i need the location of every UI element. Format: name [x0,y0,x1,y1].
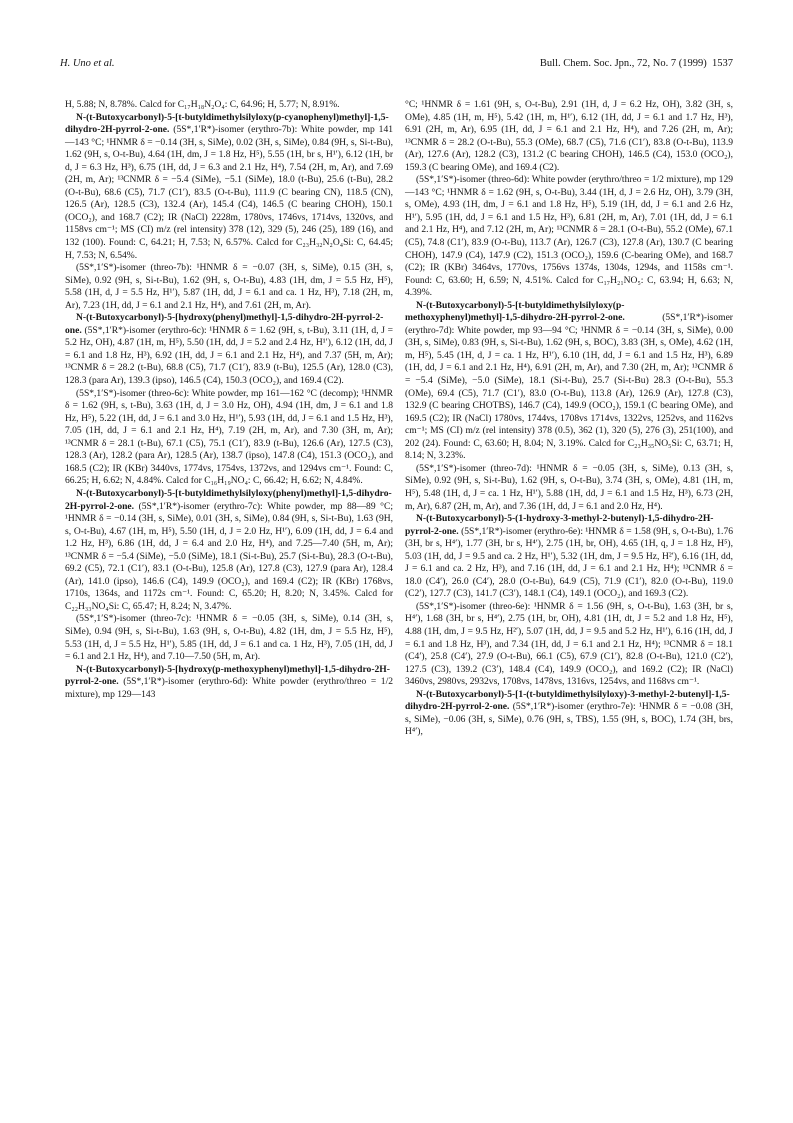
paragraph [65,488,393,613]
paragraph-text: (5S*,1′R*)-isomer (erythro-7c): White powder, mp 88—89 °C; ¹HNMR δ = −0.14 (3H, s, SiMe), 0.01 (3H, s, SiMe), 0.84 (9H, s, Si-t-Bu), 1.63 (9H, s, O-t-Bu), 4.67 (1H, m, H⁵), 5.50 (1H, d, J = 2.0 Hz, H¹′), 6.09 (1H, dd, J = 6.4 and 1.2 Hz, H³), 6.86 (1H, dd, J = 6.4 and 2.0 Hz, H⁴), and 7.25—7.40 (5H, m, Ar); ¹³CNMR δ = −5.4 (SiMe), −5.0 (SiMe), 18.1 (Si-t-Bu), 25.7 (Si-t-Bu), 28.3 (O-t-Bu), 69.2 (C5), 72.1 (C1′), 83.1 (O-t-Bu), 125.8 (Ar), 127.8 (C3), 127.9 (para Ar), 128.4 (Ar), 141.0 (ipso), 146.6 (C4), 149.9 (OCO₂), and 169.4 (C2); IR (KBr) 1768vs, 1710s, 1364s, and 1172s cm⁻¹. Found: C, 65.20; H, 8.20; N, 3.45%. Calcd for C₂₂H₃₃NO₄Si: C, 65.47; H, 8.24; N, 3.47%. [65,500,394,612]
compound-title: N-(t-Butoxycarbonyl)-5-[hydroxy(phenyl)methyl]-1,5-dihydro-2H-pyrrol-2-one. [65,312,384,336]
paragraph-text: (5S*,1′R*)-isomer (erythro-7e): ¹HNMR δ = −0.08 (3H, s, SiMe), −0.06 (3H, s, SiMe), 0.76 (9H, s, TBS), 1.55 (9H, s, BOC), 1.74 (3H, brs, H⁴′), [405,701,734,738]
paragraph [405,463,733,513]
compound-title: N-(t-Butoxycarbonyl)-5-(1-hydroxy-3-methyl-2-butenyl)-1,5-dihydro-2H-pyrrol-2-one. [405,513,714,537]
paragraph-text: (5S*,1′S*)-isomer (threo-6c): White powder, mp 161—162 °C (decomp); ¹HNMR δ = 1.62 (9H, s, t-Bu), 3.63 (1H, d, J = 3.0 Hz, OH), 4.94 (1H, dm, J = 6.1 and 1.8 Hz, H⁵), 5.22 (1H, dd, J = 6.1 and 3.0 Hz, H¹′), 5.93 (1H, dd, J = 6.1 and 1.5 Hz, H³), 7.05 (1H, dd, J = 6.1 and 2.1 Hz, H⁴), 7.19 (2H, m, Ar), and 7.30 (3H, m, Ar); ¹³CNMR δ = 28.1 (t-Bu), 67.1 (C5), 75.1 (C1′), 83.9 (t-Bu), 126.6 (Ar), 127.5 (C3), 128.3 (Ar), 128.2 (para Ar), 128.5 (Ar), 138.7 (ipso), 147.8 (C4), 151.3 (OCO₂), and 168.5 (C2); IR (KBr) 3440vs, 1774vs, 1754vs, 1372vs, and 1294vs cm⁻¹. Found: C, 66.25; H, 6.62; N, 4.84%. Calcd for C₁₆H₁₉NO₄: C, 66.42; H, 6.62; N, 4.84%. [65,387,393,487]
paragraph [405,174,733,299]
page-number: 1537 [712,58,733,69]
paragraph-text: (5S*,1′S*)-isomer (threo-6d): White powder (erythro/threo = 1/2 mixture), mp 129—143 °C; ¹HNMR δ = 1.62 (9H, s, O-t-Bu), 3.44 (1H, d, J = 2.6 Hz, OH), 3.79 (3H, s, OMe), 4.93 (1H, dm, J = 6.1 and 1.8 Hz, H⁵), 5.19 (1H, dd, J = 6.1 and 2.6 Hz, H¹′), 5.95 (1H, dd, J = 6.1 and 1.5 Hz, H³), 6.81 (2H, m, Ar), 7.01 (1H, dd, J = 6.1 and 2.1 Hz, H⁴), and 7.12 (2H, m, Ar); ¹³CNMR δ = 28.1 (O-t-Bu), 55.2 (OMe), 67.1 (C5), 74.8 (C1′), 83.9 (O-t-Bu), 113.7 (Ar), 126.7 (C3), 127.8 (Ar), 130.7 (C bearing CHOH), 147.9 (C4), 147.9 (C2), 151.3 (OCO₂), 159.6 (C-bearing OMe), and 168.7 (C2); IR (KBr) 3464vs, 1770vs, 1756vs 1374s, 1304s, 1294s, and 1158s cm⁻¹. Found: C, 63.60; H, 6.59; N, 4.51%. Calcd for C₁₇H₂₁NO₅: C, 63.94; H, 6.63; N, 4.39%. [405,174,733,299]
running-header-authors: H. Uno et al. [60,58,115,69]
compound-title: N-(t-Butoxycarbonyl)-5-[1-(t-butyldimethylsilyloxy)-3-methyl-2-butenyl]-1,5-dihydro-2H-pyrrol-2-one. [405,688,730,713]
paragraph [65,388,393,488]
paragraph-text: (5S*,1′R*)-isomer (erythro-6e): ¹HNMR δ = 1.58 (9H, s, O-t-Bu), 1.76 (3H, br s, H⁴′), 1.77 (3H, br s, H⁴′), 2.75 (1H, br, OH), 4.65 (1H, q, J = 1.8 Hz, H⁵), 5.03 (1H, dd, J = 9.5 and ca. 2 Hz, H¹′), 5.32 (1H, dm, J = 9.5 Hz, H²′), 6.16 (1H, dd, J = 6.1 and ca. 2 Hz, H³), and 7.16 (1H, dd, J = 6.1 and 2.1 Hz, H⁴); ¹³CNMR δ = 18.0 (C4′), 26.0 (C4′), 28.0 (O-t-Bu), 64.9 (C5), 71.9 (C1′), 82.0 (O-t-Bu), 119.0 (C2′), 127.7 (C3), 141.7 (C3′), 148.1 (C4), 149.1 (OCO₂), and 169.3 (C2). [405,525,733,600]
paragraph-text: (5S*,1′S*)-isomer (threo-7b): ¹HNMR δ = −0.07 (3H, s, SiMe), 0.15 (3H, s, SiMe), 0.92 (9H, s, Si-t-Bu), 1.62 (9H, s, O-t-Bu), 4.83 (1H, dm, J = 5.5 Hz, H⁵), 5.58 (1H, d, J = 5.5 Hz, H¹′), 5.87 (1H, dd, J = 6.1 and ca. 1 Hz, H³), 7.18 (2H, m, Ar), 7.23 (1H, dd, J = 6.1 and 2.1 Hz, H⁴), and 7.61 (2H, m, Ar). [65,262,393,311]
paragraph-text: (5S*,1′R*)-isomer (erythro-7b): White powder, mp 141—143 °C; ¹HNMR δ = −0.14 (3H, s, SiMe), 0.02 (3H, s, SiMe), 0.84 (9H, s, Si-t-Bu), 1.62 (9H, s, O-t-Bu), 4.64 (1H, dm, J = 1.8 Hz, H⁵), 5.55 (1H, br s, H¹′), 6.12 (1H, br d, J = 6.3 Hz, H³), 6.75 (1H, dd, J = 6.3 and 2.1 Hz, H⁴), 7.54 (2H, m, Ar), and 7.69 (2H, m, Ar); ¹³CNMR δ = −5.4 (SiMe), −5.1 (SiMe), 18.0 (t-Bu), 25.6 (t-Bu), 28.2 (O-t-Bu), 68.6 (C5), 71.7 (C1′), 83.5 (O-t-Bu), 111.9 (C bearing CN), 118.5 (CN), 126.5 (Ar), 128.5 (C3), 132.4 (Ar), 145.4 (C4), 146.5 (C bearing CHOH), 150.1 (OCO₂), and 168.7 (C2); IR (NaCl) 2228m, 1780vs, 1746vs, 1714vs, 1320vs, and 1158vs cm⁻¹; MS (CI) m/z (rel intensity) 378 (12), 329 (5), 246 (25), 189 (16), and 132 (100). Found: C, 64.21; H, 7.53; N, 6.57%. Calcd for C₂₃H₃₂N₂O₄Si: C, 64.45; H, 7.53; N, 6.54%. [65,124,393,261]
paragraph [405,300,733,463]
paragraph [65,112,393,263]
compound-title: N-(t-Butoxycarbonyl)-5-[hydroxy(p-methoxyphenyl)methyl]-1,5-dihydro-2H-pyrrol-2-one. [65,663,390,688]
paragraph [405,689,733,739]
running-header-journal [540,58,733,69]
paragraph [405,99,733,174]
paragraph-text: H, 5.88; N, 8.78%. Calcd for C₁₇H₁₈N₂O₄: C, 64.96; H, 5.77; N, 8.91%. [65,99,340,110]
paragraph-text: °C; ¹HNMR δ = 1.61 (9H, s, O-t-Bu), 2.91 (1H, d, J = 6.2 Hz, OH), 3.82 (3H, s, OMe), 4.85 (1H, m, H⁵), 5.42 (1H, m, H¹′), 6.12 (1H, dd, J = 6.1 and 1.7 Hz, H³), 6.91 (2H, m, Ar), 6.95 (1H, dd, J = 6.1 and 2.1 Hz, H⁴), and 7.26 (2H, m, Ar); ¹³CNMR δ = 28.2 (O-t-Bu), 55.3 (OMe), 68.7 (C5), 71.6 (C1′), 83.8 (O-t-Bu), 113.9 (Ar), 127.6 (Ar), 128.2 (C3), 131.2 (C bearing CHOH), 146.5 (C4), 153.0 (OCO₂), 159.3 (C bearing OMe), and 169.4 (C2). [405,99,733,173]
paragraph [65,99,393,112]
paragraph [65,613,393,663]
paragraph [405,513,733,601]
paragraph [65,262,393,312]
paragraph-text: (5S*,1′R*)-isomer (erythro-6c): ¹HNMR δ = 1.62 (9H, s, t-Bu), 3.11 (1H, d, J = 5.2 Hz, OH), 4.87 (1H, m, H⁵), 5.50 (1H, dd, J = 5.2 and 2.4 Hz, H¹′), 6.12 (1H, dd, J = 6.1 and 1.8 Hz, H³), 6.92 (1H, dd, J = 6.1 and 2.1 Hz, H⁴), and 7.37 (5H, m, Ar); ¹³CNMR δ = 28.2 (t-Bu), 68.8 (C5), 71.7 (C1′), 83.9 (t-Bu), 125.5 (Ar), 128.0 (C3), 128.3 (para Ar), 139.3 (ipso), 146.5 (C4), 150.3 (OCO₂), and 169.4 (C2). [65,324,393,387]
paragraph [405,601,733,689]
paragraph-text: (5S*,1′S*)-isomer (threo-7c): ¹HNMR δ = −0.05 (3H, s, SiMe), 0.14 (3H, s, SiMe), 0.94 (9H, s, Si-t-Bu), 1.63 (9H, s, O-t-Bu), 4.82 (1H, dm, J = 5.5 Hz, H⁵), 5.53 (1H, d, J = 5.5 Hz, H¹′), 5.85 (1H, dd, J = 6.1 and ca. 1 Hz, H³), 7.05 (1H, dd, J = 6.1 and 2.1 Hz, H⁴), and 7.10—7.50 (5H, m, Ar). [65,613,393,663]
right-text-column [405,99,733,739]
paragraph [65,664,393,702]
left-text-column [65,99,393,701]
paragraph [65,312,393,387]
paragraph-text: (5S*,1′S*)-isomer (threo-6e): ¹HNMR δ = 1.56 (9H, s, O-t-Bu), 1.63 (3H, br s, H⁴′), 1.68 (3H, br s, H⁴′), 2.75 (1H, br, OH), 4.81 (1H, dt, J = 5.2 and 1.8 Hz, H⁵), 4.88 (1H, dm, J = 9.5 Hz, H²′), 5.07 (1H, dd, J = 9.5 and 5.2 Hz, H¹′), 6.16 (1H, dd, J = 6.1 and 1.8 Hz, H³), and 7.34 (1H, dd, J = 6.1 and 2.1 Hz, H⁴); ¹³CNMR δ = 18.1 (C4′), 25.8 (C4′), 27.9 (O-t-Bu), 66.1 (C5), 67.9 (C1′), 82.8 (O-t-Bu), 121.0 (C2′), 127.5 (C3), 139.2 (C3′), 148.4 (C4), 149.9 (OCO₂), and 169.2 (C2); IR (NaCl) 3460vs, 2980vs, 2932vs, 1708vs, 1478vs, 1316vs, 1254vs, and 1168vs cm⁻¹. [405,600,733,688]
compound-title: N-(t-Butoxycarbonyl)-5-[t-butyldimethylsilyloxy(p-cyanophenyl)methyl]-1,5-dihydro-2H-pyrrol-2-one. [65,111,389,136]
paragraph-text: (5S*,1′R*)-isomer (erythro-6d): White powder (erythro/threo = 1/2 mixture), mp 129—143 [65,676,394,700]
compound-title: N-(t-Butoxycarbonyl)-5-[t-butyldimethylsilyloxy(phenyl)methyl]-1,5-dihydro-2H-pyrrol-2-one. [65,487,392,512]
journal-citation: Bull. Chem. Soc. Jpn., 72, No. 7 (1999) [539,58,707,69]
compound-title: N-(t-Butoxycarbonyl)-5-[t-butyldimethylsilyloxy(p-methoxyphenyl)methyl]-1,5-dihydro-2H-pyrrol-2-one. [405,299,625,324]
paragraph-text: (5S*,1′S*)-isomer (threo-7d): ¹HNMR δ = −0.05 (3H, s, SiMe), 0.13 (3H, s, SiMe), 0.92 (9H, s, Si-t-Bu), 1.62 (9H, s, O-t-Bu), 3.74 (3H, s, OMe), 4.81 (1H, m, H⁵), 5.48 (1H, d, J = ca. 1 Hz, H¹′), 5.88 (1H, dd, J = 6.1 and 1.5 Hz, H³), 6.73 (2H, m, Ar), 6.87 (2H, m, Ar), and 7.36 (1H, dd, J = 6.1 and 2.0 Hz, H⁴). [405,462,733,512]
paragraph-text: (5S*,1′R*)-isomer (erythro-7d): White powder, mp 93—94 °C; ¹HNMR δ = −0.14 (3H, s, SiMe), 0.00 (3H, s, SiMe), 0.83 (9H, s, Si-t-Bu), 1.62 (9H, s, BOC), 3.83 (3H, s, OMe), 4.62 (1H, m, H⁵), 5.45 (1H, d, J = ca. 1 Hz, H¹′), 6.10 (1H, dd, J = 6.1 and 1.5 Hz, H³), 6.89 (1H, dd, J = 6.1 and 2.1 Hz, H⁴), 6.91 (2H, m, Ar), and 7.30 (2H, m, Ar); ¹³CNMR δ = −5.4 (SiMe), −5.0 (SiMe), 18.1 (Si-t-Bu), 25.7 (Si-t-Bu) 28.3 (O-t-Bu), 55.3 (OMe), 69.4 (C5), 71.7 (C1′), 83.0 (O-t-Bu), 113.8 (Ar), 126.9 (Ar), 127.8 (C3), 132.9 (C bearing CHOTBS), 146.7 (C4), 149.9 (OCO₂), 159.1 (C bearing OMe), and 169.5 (C2); IR (NaCl) 1780vs, 1744vs, 1708vs 1714vs, 1322vs, 1252vs, and 1162vs cm⁻¹; MS (CI) m/z (rel intensity) 378 (0.5), 362 (1), 320 (5), 276 (3), 251(100), and 202 (24). Found: C, 63.60; H, 8.04; N, 3.19%. Calcd for C₂₃H₃₅NO₅Si: C, 63.71; H, 8.14; N, 3.23%. [405,312,733,462]
